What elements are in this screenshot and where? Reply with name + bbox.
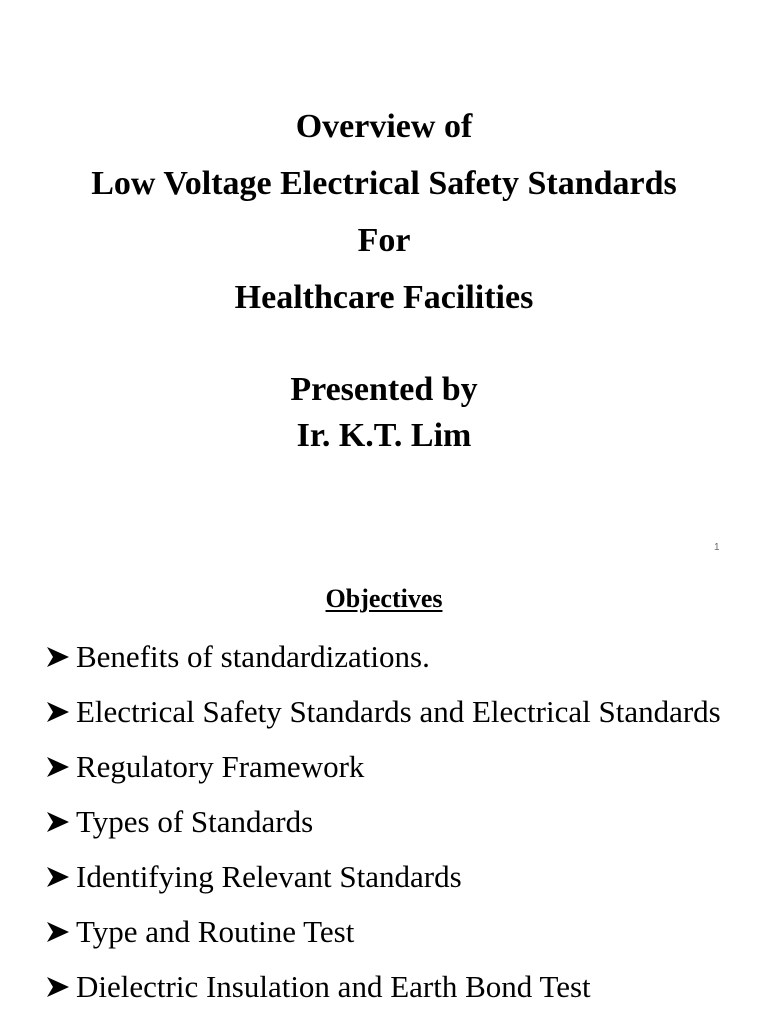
list-item-text: Electrical Safety Standards and Electrical Standards (76, 694, 721, 729)
arrow-bullet-icon (46, 962, 76, 1011)
list-item (46, 907, 722, 956)
list-item-text: Dielectric Insulation and Earth Bond Test (76, 969, 591, 1004)
presenter-block (0, 367, 768, 459)
presented-by-label: Presented by (290, 371, 478, 408)
title-line: Low Voltage Electrical Safety Standards (91, 165, 677, 202)
title-line: For (357, 222, 411, 259)
presenter-name: Ir. K.T. Lim (296, 417, 472, 454)
arrow-bullet-icon (46, 687, 76, 736)
title-line: Healthcare Facilities (234, 279, 534, 316)
arrow-bullet-icon (46, 907, 76, 956)
arrow-bullet-icon (46, 852, 76, 901)
arrow-bullet-icon (46, 742, 76, 791)
list-item (46, 687, 722, 736)
list-item (46, 797, 722, 846)
arrow-bullet-icon (46, 632, 76, 681)
objectives-list (46, 632, 722, 1017)
objectives-heading: Objectives (325, 584, 443, 613)
list-item (46, 632, 722, 681)
list-item (46, 852, 722, 901)
list-item-text: Benefits of standardizations. (76, 639, 430, 674)
page-number: 1 (714, 542, 720, 553)
list-item-text: Identifying Relevant Standards (76, 859, 462, 894)
list-item-text: Type and Routine Test (76, 914, 355, 949)
list-item-text: Regulatory Framework (76, 749, 365, 784)
list-item (46, 962, 722, 1011)
arrow-bullet-icon (46, 797, 76, 846)
slide-title (0, 98, 768, 326)
list-item-text: Types of Standards (76, 804, 314, 839)
list-item (46, 742, 722, 791)
title-line: Overview of (295, 108, 473, 145)
